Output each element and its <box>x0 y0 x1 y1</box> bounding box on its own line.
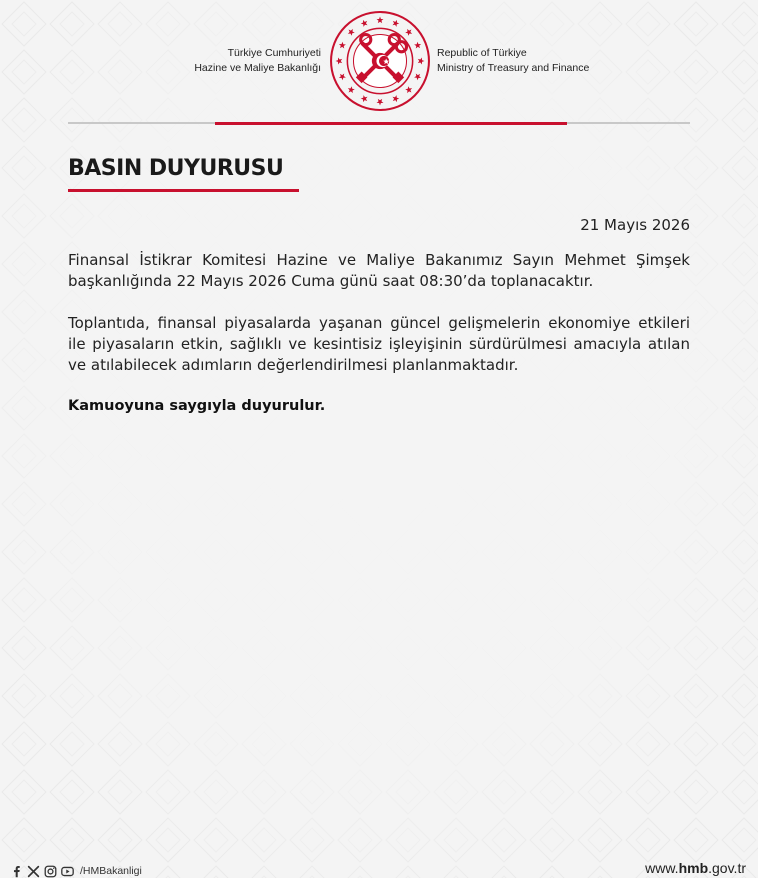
seal-star <box>339 42 346 49</box>
seal-star <box>414 42 421 49</box>
seal-star <box>418 58 425 65</box>
seal-star <box>339 73 346 80</box>
seal-star <box>348 86 355 93</box>
seal-star <box>377 17 384 24</box>
seal-star <box>361 20 368 27</box>
header-divider-accent <box>215 122 567 125</box>
website-prefix: www. <box>645 860 679 876</box>
seal-star <box>361 95 368 102</box>
seal-star <box>336 58 343 65</box>
youtube-icon[interactable] <box>61 865 74 878</box>
instagram-icon[interactable] <box>44 865 57 878</box>
website-suffix: .gov.tr <box>708 860 746 876</box>
social-links <box>10 862 142 878</box>
website-domain: hmb <box>678 860 709 876</box>
seal-star <box>392 95 399 102</box>
website-link[interactable] <box>645 860 746 876</box>
ministry-seal-icon <box>329 10 431 112</box>
x-icon[interactable] <box>27 865 40 878</box>
header-right-line2: Ministry of Treasury and Finance <box>437 61 590 74</box>
header-left-line2: Hazine ve Maliye Bakanlığı <box>194 61 321 74</box>
seal-star <box>348 29 355 36</box>
paragraph-1: Finansal İstikrar Komitesi Hazine ve Maliye Bakanımız Sayın Mehmet Şimşek başkanlığında 22 Mayıs 2026 Cuma günü saat 08:30’da toplanacaktır. <box>68 251 690 290</box>
facebook-icon[interactable] <box>10 865 23 878</box>
header-right-text <box>437 46 589 75</box>
title-underline <box>68 189 299 192</box>
seal-star <box>414 73 421 80</box>
paragraph-2: Toplantıda, finansal piyasalarda yaşanan güncel gelişmelerin ekonomiye etkileri ile piyasaların etkin, sağlıklı ve kesintisiz işleyişinin sürdürülmesi amacıyla atılan ve atılabilecek adımların değerlendirilmesi planlanmaktadır. <box>68 314 690 374</box>
document-title: BASIN DUYURUSU <box>68 156 284 181</box>
seal-star <box>405 86 412 93</box>
header-left-text <box>194 46 321 75</box>
seal-star <box>392 20 399 27</box>
closing-line: Kamuoyuna saygıyla duyurulur. <box>68 398 326 414</box>
header-right-line1: Republic of Türkiye <box>437 47 527 59</box>
seal-star <box>377 99 384 106</box>
document-date: 21 Mayıs 2026 <box>580 216 690 234</box>
header-left-line1: Türkiye Cumhuriyeti <box>227 47 321 59</box>
seal-star <box>405 29 412 36</box>
social-handle[interactable]: /HMBakanligi <box>80 865 142 877</box>
